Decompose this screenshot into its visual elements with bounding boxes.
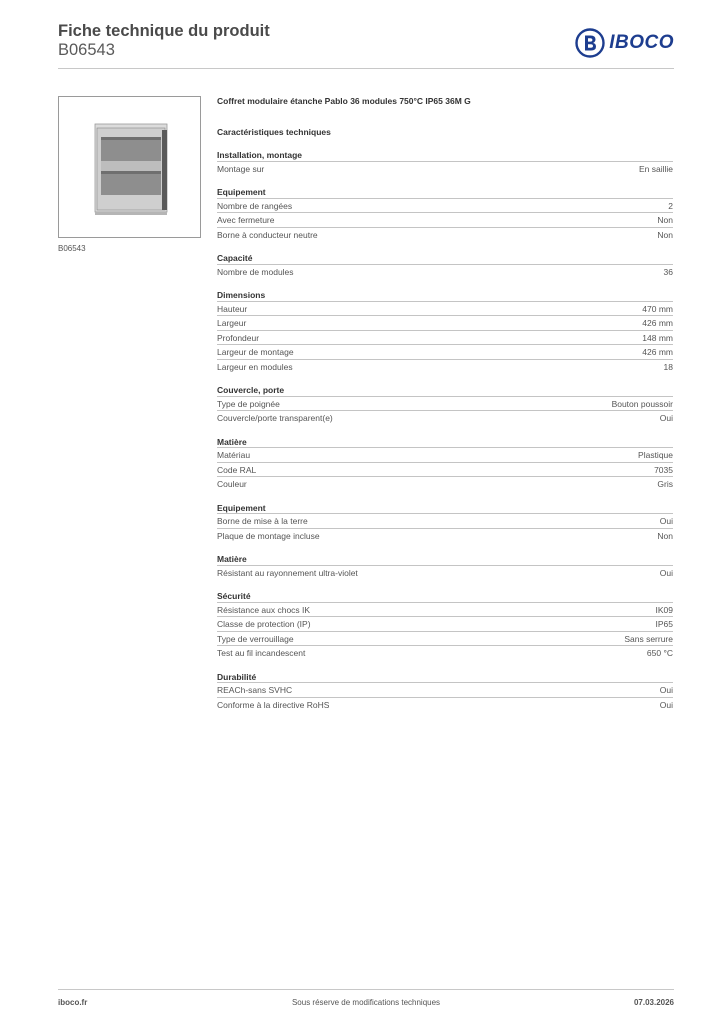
spec-row: [217, 447, 673, 462]
spec-label: Hauteur: [217, 303, 248, 314]
spec-label: Couleur: [217, 479, 247, 489]
spec-row: [217, 462, 673, 477]
spec-label: Avec fermeture: [217, 215, 275, 225]
section-title: Capacité: [217, 253, 253, 263]
brand-name: IBOCO: [609, 32, 674, 53]
footer-divider: [58, 989, 674, 990]
spec-row: [217, 645, 673, 660]
spec-row: [217, 301, 673, 316]
spec-label: Matériau: [217, 450, 251, 460]
spec-label: Largeur: [217, 318, 247, 328]
spec-row: [217, 198, 673, 213]
spec-content: [217, 96, 673, 711]
spec-row: [217, 396, 673, 411]
spec-section: [217, 290, 673, 373]
section-title: Installation, montage: [217, 150, 303, 160]
spec-label: Classe de protection (IP): [217, 619, 311, 629]
spec-value: Bouton poussoir: [611, 398, 673, 409]
section-title: Matière: [217, 554, 247, 564]
page-header: [58, 22, 674, 70]
spec-label: Profondeur: [217, 332, 260, 343]
spec-row: [217, 616, 673, 631]
spec-label: Type de poignée: [217, 398, 280, 409]
spec-value: 36: [663, 266, 673, 277]
spec-value: 7035: [654, 464, 673, 475]
spec-value: 18: [663, 361, 673, 372]
spec-label: Nombre de modules: [217, 266, 294, 277]
product-name: Coffret modulaire étanche Pablo 36 modules 750°C IP65 36M G: [217, 96, 471, 106]
spec-row: [217, 227, 673, 242]
spec-label: Borne de mise à la terre: [217, 516, 308, 526]
spec-value: Non: [657, 215, 673, 225]
image-caption: B06543: [58, 244, 86, 253]
spec-label: Conforme à la directive RoHS: [217, 699, 330, 710]
spec-value: Oui: [659, 699, 673, 710]
spec-row: [217, 513, 673, 528]
spec-value: Non: [657, 229, 673, 240]
spec-value: IP65: [655, 619, 673, 629]
spec-row: [217, 528, 673, 543]
spec-heading: Caractéristiques techniques: [217, 127, 331, 137]
spec-row: [217, 682, 673, 697]
spec-label: Largeur de montage: [217, 347, 294, 357]
spec-label: Résistance aux chocs IK: [217, 604, 311, 615]
spec-section: [217, 503, 673, 543]
product-code: B06543: [58, 41, 115, 59]
spec-label: Montage sur: [217, 163, 265, 174]
spec-label: Largeur en modules: [217, 361, 293, 372]
spec-label: Test au fil incandescent: [217, 648, 306, 658]
spec-label: REACh-sans SVHC: [217, 685, 293, 695]
section-title: Durabilité: [217, 671, 257, 682]
spec-row: [217, 631, 673, 646]
spec-label: Couvercle/porte transparent(e): [217, 413, 333, 423]
spec-value: 650 °C: [646, 648, 673, 658]
spec-value: Non: [657, 530, 673, 541]
spec-section: [217, 437, 673, 491]
section-title: Sécurité: [217, 591, 251, 601]
spec-row: [217, 315, 673, 330]
spec-section: [217, 150, 673, 175]
spec-value: Oui: [659, 516, 673, 526]
spec-row: [217, 264, 673, 279]
spec-row: [217, 359, 673, 374]
spec-value: 426 mm: [642, 347, 673, 357]
spec-label: Code RAL: [217, 464, 257, 475]
spec-row: [217, 476, 673, 491]
spec-row: [217, 410, 673, 425]
header-divider: [58, 68, 674, 69]
spec-section: [217, 187, 673, 241]
page-title: Fiche technique du produit: [58, 22, 270, 40]
product-image: [58, 96, 201, 238]
spec-row: [217, 602, 673, 617]
spec-value: Oui: [659, 413, 673, 423]
spec-value: Sans serrure: [624, 633, 673, 644]
footer-notice: Sous réserve de modifications techniques: [291, 998, 441, 1007]
spec-value: Gris: [657, 479, 673, 489]
spec-row: [217, 565, 673, 580]
spec-section: [217, 253, 673, 278]
spec-value: Oui: [659, 685, 673, 695]
enclosure-illustration: [59, 97, 200, 237]
spec-row: [217, 212, 673, 227]
spec-value: Oui: [659, 567, 673, 578]
spec-label: Nombre de rangées: [217, 200, 293, 211]
spec-row: [217, 697, 673, 712]
section-title: Equipement: [217, 187, 266, 197]
spec-section: [217, 554, 673, 579]
spec-section: [217, 591, 673, 660]
spec-value: 426 mm: [642, 318, 673, 328]
spec-label: Type de verrouillage: [217, 633, 294, 644]
spec-sections: [217, 150, 673, 711]
footer-site: iboco.fr: [58, 998, 88, 1007]
spec-row: [217, 161, 673, 176]
iboco-logo-icon: [575, 28, 605, 58]
spec-row: [217, 330, 673, 345]
spec-value: IK09: [655, 604, 673, 615]
spec-value: En saillie: [638, 163, 673, 174]
spec-label: Borne à conducteur neutre: [217, 229, 318, 240]
spec-value: 470 mm: [642, 303, 673, 314]
spec-label: Résistant au rayonnement ultra-violet: [217, 567, 358, 578]
section-title: Equipement: [217, 502, 266, 513]
footer-date: 07.03.2026: [633, 998, 674, 1007]
spec-section: [217, 385, 673, 425]
spec-section: [217, 672, 673, 712]
section-title: Dimensions: [217, 290, 266, 300]
spec-value: Plastique: [638, 450, 673, 460]
spec-value: 2: [668, 200, 673, 211]
spec-label: Plaque de montage incluse: [217, 530, 320, 541]
spec-value: 148 mm: [642, 332, 673, 343]
brand-logo: [575, 28, 674, 58]
spec-row: [217, 344, 673, 359]
section-title: Matière: [217, 436, 247, 447]
section-title: Couvercle, porte: [217, 385, 285, 395]
